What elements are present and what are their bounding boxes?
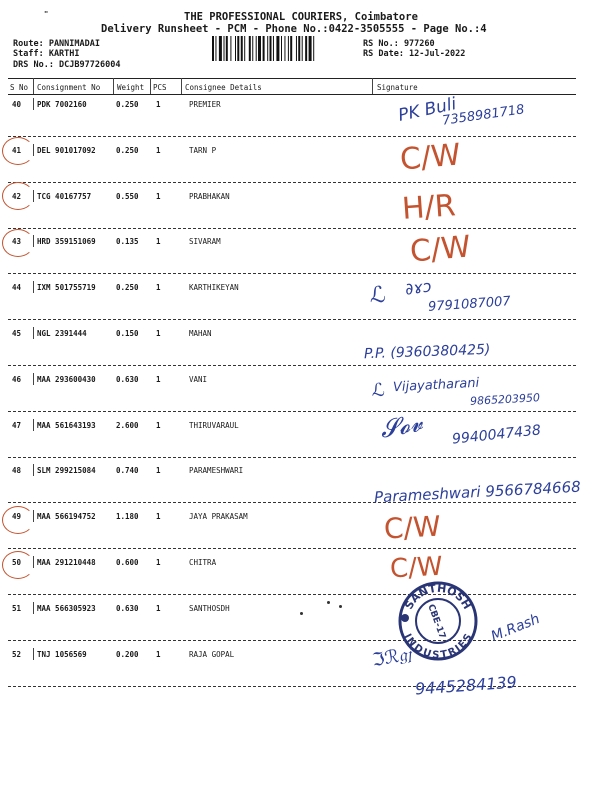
cell-consignee: THIRUVARAUL — [189, 421, 239, 430]
cell-sno: 45 — [12, 329, 22, 338]
barcode-bar — [284, 36, 285, 61]
cell-pcs: 1 — [156, 421, 161, 430]
row-separator — [8, 640, 576, 641]
barcode-bar — [219, 36, 222, 61]
cell-sno: 47 — [12, 421, 22, 430]
col-divider — [150, 78, 151, 94]
row-divider-tick — [33, 281, 34, 293]
cell-consignee: PRABHAKAN — [189, 192, 230, 201]
signature-48: Parameshwari 9566784668 — [373, 477, 582, 507]
cell-sno: 50 — [12, 558, 22, 567]
barcode-bar — [249, 36, 251, 61]
cell-sno: 43 — [12, 237, 22, 246]
barcode — [212, 36, 350, 61]
signature-46-phone: 9865203950 — [469, 391, 541, 408]
pencil-dot — [300, 612, 303, 615]
barcode-bar — [302, 36, 303, 61]
row-separator — [8, 411, 576, 412]
cell-consignee: JAYA PRAKASAM — [189, 512, 248, 521]
barcode-bar — [212, 36, 214, 61]
rs-date: RS Date: 12-Jul-2022 — [363, 49, 466, 59]
stamp-bottom-text: INDUSTRIES — [401, 632, 475, 662]
barcode-bar — [244, 36, 245, 61]
cell-consignee: SANTHOSDH — [189, 604, 230, 613]
cell-weight: 0.135 — [116, 237, 139, 246]
cell-pcs: 1 — [156, 192, 161, 201]
cell-pcs: 1 — [156, 146, 161, 155]
staff-label: Staff: KARTHI — [13, 49, 80, 59]
col-weight: Weight — [117, 83, 145, 92]
signature-47-phone: 9940047438 — [451, 422, 542, 448]
signature-40-name: PK Buli — [396, 94, 459, 126]
sno-circle-mark — [2, 182, 34, 210]
cell-pcs: 1 — [156, 604, 161, 613]
cell-sno: 51 — [12, 604, 22, 613]
sno-circle-mark — [2, 137, 34, 165]
sno-circle-mark — [2, 229, 34, 257]
cell-consignee: PREMIER — [189, 100, 221, 109]
barcode-bar — [256, 36, 257, 61]
row-separator — [8, 548, 576, 549]
row-divider-tick — [33, 419, 34, 431]
cell-weight: 0.250 — [116, 146, 139, 155]
cell-pcs: 1 — [156, 466, 161, 475]
cell-pcs: 1 — [156, 650, 161, 659]
cell-consignee: CHITRA — [189, 558, 217, 567]
barcode-bar — [313, 36, 314, 61]
cell-weight: 0.200 — [116, 650, 139, 659]
barcode-bar — [298, 36, 300, 61]
cell-sno: 52 — [12, 650, 22, 659]
signature-40-phone: 7358981718 — [441, 102, 526, 129]
row-divider-tick — [33, 602, 34, 614]
signature-50: C/W — [389, 551, 444, 585]
drs-number: DRS No.: DCJB97726004 — [13, 60, 121, 70]
sno-circle-mark — [2, 551, 34, 579]
signature-47-scribble: 𝓢𝓸𝓿 — [377, 408, 425, 444]
pencil-dot — [339, 605, 342, 608]
cell-weight: 0.740 — [116, 466, 139, 475]
route-label: Route: PANNIMADAI — [13, 39, 100, 49]
signature-45: P.P. (9360380425) — [363, 341, 491, 363]
barcode-bar — [235, 36, 236, 61]
cell-pcs: 1 — [156, 375, 161, 384]
cell-sno: 48 — [12, 466, 22, 475]
barcode-bar — [267, 36, 268, 61]
cell-consignment: TCG 40167757 — [37, 192, 92, 201]
row-separator — [8, 228, 576, 229]
signature-49: C/W — [383, 509, 442, 546]
stamp-star — [401, 614, 409, 622]
signature-44-mark: ℒ — [370, 283, 386, 308]
cell-sno: 44 — [12, 283, 22, 292]
cell-consignment: SLM 299215084 — [37, 466, 96, 475]
barcode-bar — [281, 36, 282, 61]
row-separator — [8, 273, 576, 274]
cell-consignment: HRD 359151069 — [37, 237, 96, 246]
signature-44-scribble: ∂ɤↄ — [403, 276, 433, 299]
barcode-bar — [290, 36, 292, 61]
cell-weight: 0.150 — [116, 329, 139, 338]
header-top-line — [8, 78, 576, 79]
col-signature: Signature — [377, 83, 418, 92]
col-consignment: Consignment No — [37, 83, 101, 92]
barcode-bar — [270, 36, 272, 61]
cell-consignment: PDK 7002160 — [37, 100, 87, 109]
barcode-bar — [226, 36, 228, 61]
cell-pcs: 1 — [156, 329, 161, 338]
cell-consignment: MAA 561643193 — [37, 421, 96, 430]
cell-consignee: PARAMESHWARI — [189, 466, 244, 475]
signature-52-phone: 9445284139 — [414, 672, 518, 699]
cell-pcs: 1 — [156, 237, 161, 246]
col-pcs: PCS — [153, 83, 167, 92]
barcode-bar — [237, 36, 239, 61]
barcode-bar — [276, 36, 279, 61]
row-divider-tick — [33, 327, 34, 339]
cell-sno: 40 — [12, 100, 22, 109]
cell-consignment: NGL 2391444 — [37, 329, 87, 338]
barcode-bar — [230, 36, 231, 61]
cell-weight: 2.600 — [116, 421, 139, 430]
cell-consignment: MAA 566194752 — [37, 512, 96, 521]
barcode-bar — [224, 36, 225, 61]
barcode-bar — [288, 36, 289, 61]
row-separator — [8, 457, 576, 458]
stamp-center-text: CBE-17 — [425, 603, 447, 641]
col-consignee: Consignee Details — [185, 83, 262, 92]
cell-pcs: 1 — [156, 558, 161, 567]
row-separator — [8, 182, 576, 183]
cell-sno: 42 — [12, 192, 22, 201]
signature-41: C/W — [398, 137, 463, 178]
barcode-bar — [263, 36, 265, 61]
cell-sno: 41 — [12, 146, 22, 155]
cell-consignment: DEL 901017092 — [37, 146, 96, 155]
cell-consignee: RAJA GOPAL — [189, 650, 235, 659]
cell-consignee: MAHAN — [189, 329, 212, 338]
barcode-bar — [309, 36, 312, 61]
barcode-bar — [258, 36, 261, 61]
cell-consignment: MAA 293600430 — [37, 375, 96, 384]
sno-circle-mark — [2, 506, 34, 534]
signature-52-scribble: ℑℛ𝔤𝔧 — [370, 643, 414, 672]
row-divider-tick — [33, 464, 34, 476]
col-sno: S No — [10, 83, 29, 92]
stamp-top-text: SANTHOSH — [402, 581, 474, 612]
cell-sno: 49 — [12, 512, 22, 521]
cell-pcs: 1 — [156, 283, 161, 292]
cell-weight: 0.550 — [116, 192, 139, 201]
row-divider-tick — [33, 98, 34, 110]
cell-consignee: SIVARAM — [189, 237, 221, 246]
signature-52-name: M.Rash — [488, 611, 543, 645]
barcode-bar — [305, 36, 307, 61]
cell-weight: 0.250 — [116, 283, 139, 292]
cell-consignee: TARN P — [189, 146, 217, 155]
col-divider — [372, 78, 373, 94]
header-bottom-line — [8, 94, 576, 95]
company-title: THE PROFESSIONAL COURIERS, Coimbatore — [184, 11, 418, 23]
cell-weight: 0.600 — [116, 558, 139, 567]
barcode-bar — [296, 36, 297, 61]
col-divider — [33, 78, 34, 94]
cell-pcs: 1 — [156, 100, 161, 109]
signature-44-phone: 9791087007 — [427, 294, 512, 315]
cell-sno: 46 — [12, 375, 22, 384]
cell-consignment: IXM 501755719 — [37, 283, 96, 292]
runsheet-title: Delivery Runsheet - PCM - Phone No.:0422-3505555 - Page No.:4 — [101, 23, 487, 35]
cell-consignment: TNJ 1056569 — [37, 650, 87, 659]
cell-consignment: MAA 291210448 — [37, 558, 96, 567]
cell-consignee: KARTHIKEYAN — [189, 283, 239, 292]
row-divider-tick — [33, 373, 34, 385]
cell-weight: 0.630 — [116, 604, 139, 613]
barcode-bar — [241, 36, 243, 61]
row-separator — [8, 136, 576, 137]
barcode-bar — [215, 36, 216, 61]
cell-pcs: 1 — [156, 512, 161, 521]
col-divider — [181, 78, 182, 94]
cell-consignee: VANI — [189, 375, 208, 384]
cell-consignment: MAA 566305923 — [37, 604, 96, 613]
signature-46-name: Vijayatharani — [392, 375, 480, 396]
cell-weight: 0.630 — [116, 375, 139, 384]
signature-46-mark: ℒ — [372, 380, 385, 401]
row-separator — [8, 502, 576, 503]
corner-mark: " — [44, 10, 49, 18]
cell-weight: 0.250 — [116, 100, 139, 109]
svg-text:SANTHOSH — [402, 582, 474, 612]
col-divider — [113, 78, 114, 94]
cell-weight: 1.180 — [116, 512, 139, 521]
row-separator — [8, 365, 576, 366]
barcode-bar — [273, 36, 274, 61]
row-divider-tick — [33, 648, 34, 660]
pencil-dot — [327, 601, 330, 604]
row-separator — [8, 319, 576, 320]
row-separator — [8, 594, 576, 595]
signature-42: H/R — [400, 188, 457, 227]
rs-number: RS No.: 977260 — [363, 39, 435, 49]
barcode-bar — [252, 36, 253, 61]
signature-43: C/W — [408, 229, 473, 270]
